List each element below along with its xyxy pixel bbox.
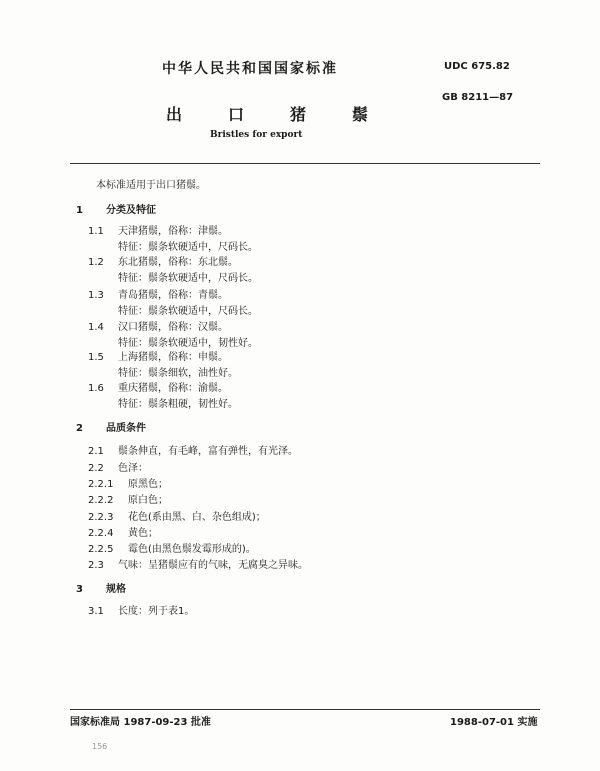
item-number: 2.2.3 <box>88 512 114 523</box>
item-1-5 <box>88 352 228 364</box>
section-number: 2 <box>76 423 83 434</box>
title-char: 口 <box>228 105 245 124</box>
item-2-2-1 <box>88 479 168 491</box>
section-title: 品质条件 <box>106 423 146 434</box>
item-2-2-2 <box>88 495 168 507</box>
item-line: 东北猪鬃，俗称：东北鬃。 <box>118 257 238 268</box>
item-line: 黄色； <box>128 528 158 539</box>
standard-title <box>166 102 414 125</box>
item-number: 2.1 <box>88 446 104 457</box>
item-1-6 <box>88 383 228 395</box>
approval-date: 国家标准局 1987-09-23 批准 <box>70 717 211 728</box>
section-1-heading <box>76 205 156 217</box>
effective-date: 1988-07-01 实施 <box>450 717 538 728</box>
item-number: 2.2.1 <box>88 479 114 490</box>
section-2-heading <box>76 423 146 435</box>
item-3-1 <box>88 606 194 618</box>
item-number: 1.5 <box>88 352 104 363</box>
item-number: 1.1 <box>88 226 104 237</box>
section-number: 3 <box>76 584 83 595</box>
item-number: 1.2 <box>88 257 104 268</box>
item-line: 长度：列于表1。 <box>118 606 195 617</box>
item-2-2-3 <box>88 512 266 524</box>
item-2-2 <box>88 463 148 475</box>
item-number: 2.3 <box>88 560 104 571</box>
item-2-1 <box>88 446 298 458</box>
item-line: 霉色(由黑色鬃发霉形成的)。 <box>128 544 256 555</box>
item-1-3-feature: 特征：鬃条软硬适中，尺码长。 <box>118 306 258 317</box>
item-1-2 <box>88 257 238 269</box>
item-line: 色泽： <box>118 463 148 474</box>
item-1-1-feature: 特征：鬃条软硬适中，尺码长。 <box>118 242 258 253</box>
item-2-2-5 <box>88 544 256 556</box>
gb-code: GB 8211—87 <box>442 92 514 103</box>
item-1-1 <box>88 226 228 238</box>
item-number: 2.2.4 <box>88 528 114 539</box>
item-line: 鬃条伸直，有毛峰，富有弹性，有光泽。 <box>118 446 298 457</box>
section-title: 规格 <box>106 584 126 595</box>
item-1-2-feature: 特征：鬃条软硬适中，尺码长。 <box>118 273 258 284</box>
item-2-3 <box>88 560 308 572</box>
item-line: 上海猪鬃，俗称：申鬃。 <box>118 352 228 363</box>
english-title: Bristles for export <box>210 130 303 140</box>
title-char: 鬃 <box>352 105 369 124</box>
footer-rule <box>70 709 540 710</box>
item-number: 1.3 <box>88 290 104 301</box>
item-number: 2.2.5 <box>88 544 114 555</box>
item-line: 青岛猪鬃，俗称：青鬃。 <box>118 290 228 301</box>
item-number: 3.1 <box>88 606 104 617</box>
item-line: 原白色； <box>128 495 168 506</box>
page-number: 156 <box>92 742 108 751</box>
section-number: 1 <box>76 205 83 216</box>
item-line: 原黑色； <box>128 479 168 490</box>
udc-code: UDC 675.82 <box>444 61 510 72</box>
org-title: 中华人民共和国国家标准 <box>162 61 338 77</box>
item-number: 1.4 <box>88 322 104 333</box>
item-number: 1.6 <box>88 383 104 394</box>
title-char: 猪 <box>290 105 307 124</box>
item-number: 2.2 <box>88 463 104 474</box>
item-line: 重庆猪鬃，俗称：渝鬃。 <box>118 383 228 394</box>
item-line: 花色(系由黑、白、杂色组成)； <box>128 512 266 523</box>
section-title: 分类及特征 <box>106 205 156 216</box>
item-line: 气味：呈猪鬃应有的气味，无腐臭之异味。 <box>118 560 308 571</box>
section-3-heading <box>76 584 126 596</box>
item-number: 2.2.2 <box>88 495 114 506</box>
intro-text: 本标准适用于出口猪鬃。 <box>96 180 206 191</box>
title-char: 出 <box>166 105 183 124</box>
item-line: 天津猪鬃，俗称：津鬃。 <box>118 226 228 237</box>
item-2-2-4 <box>88 528 158 540</box>
item-line: 汉口猪鬃，俗称：汉鬃。 <box>118 322 228 333</box>
item-1-4 <box>88 322 228 334</box>
item-1-3 <box>88 290 228 302</box>
item-1-5-feature: 特征：鬃条细软，油性好。 <box>118 368 238 379</box>
header-rule <box>70 163 540 164</box>
item-1-4-feature: 特征：鬃条软硬适中，韧性好。 <box>118 338 258 349</box>
item-1-6-feature: 特征：鬃条粗硬，韧性好。 <box>118 399 238 410</box>
